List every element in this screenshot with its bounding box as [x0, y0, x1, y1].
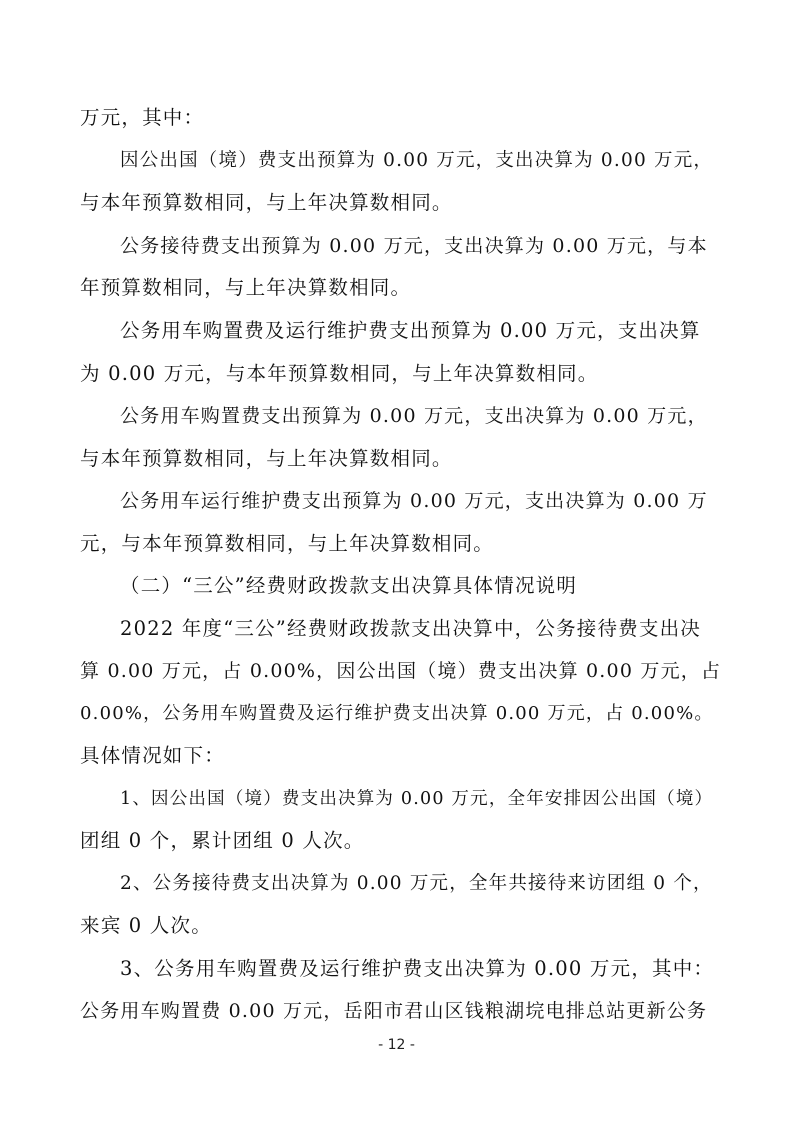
text-line: 因公出国（境）费支出预算为 0.00 万元，支出决算为 0.00 万元， — [120, 150, 714, 171]
text-line: 公务用车购置费及运行维护费支出预算为 0.00 万元，支出决算 — [120, 319, 701, 342]
text-line: 与本年预算数相同，与上年决算数相同。 — [80, 191, 453, 214]
text-line: 元，与本年预算数相同，与上年决算数相同。 — [80, 532, 495, 555]
text-line: 1、因公出国（境）费支出决算为 0.00 万元，全年安排因公出国（境） — [120, 789, 714, 809]
text-line: 算 0.00 万元，占 0.00%，因公出国（境）费支出决算 0.00 万元，占 — [80, 660, 722, 682]
text-line: 公务用车购置费 0.00 万元，岳阳市君山区钱粮湖垸电排总站更新公务 — [80, 1000, 708, 1022]
text-line: 公务接待费支出预算为 0.00 万元，支出决算为 0.00 万元，与本 — [120, 235, 708, 257]
text-line: 公务用车运行维护费支出预算为 0.00 万元，支出决算为 0.00 万 — [120, 490, 708, 512]
text-line: 2022 年度“三公”经费财政拨款支出决算中，公务接待费支出决 — [120, 617, 701, 640]
page-number: - 12 - — [378, 1037, 415, 1053]
text-line: 为 0.00 万元，与本年预算数相同，与上年决算数相同。 — [80, 362, 599, 385]
text-line: 0.00%，公务用车购置费及运行维护费支出决算 0.00 万元，占 0.00%。 — [80, 703, 714, 724]
text-line: 与本年预算数相同，与上年决算数相同。 — [80, 447, 453, 470]
section-heading: （二）“三公”经费财政拨款支出决算具体情况说明 — [120, 574, 578, 597]
text-line: 团组 0 个，累计团组 0 人次。 — [80, 829, 365, 852]
text-line: 万元，其中： — [80, 106, 205, 129]
text-line: 2、公务接待费支出决算为 0.00 万元，全年共接待来访团组 0 个， — [120, 873, 713, 894]
text-line: 来宾 0 人次。 — [80, 914, 212, 937]
text-line: 年预算数相同，与上年决算数相同。 — [80, 276, 412, 299]
text-line: 3、公务用车购置费及运行维护费支出决算为 0.00 万元，其中： — [120, 957, 715, 980]
text-line: 具体情况如下： — [80, 744, 225, 767]
text-line: 公务用车购置费支出预算为 0.00 万元，支出决算为 0.00 万元， — [120, 405, 708, 427]
